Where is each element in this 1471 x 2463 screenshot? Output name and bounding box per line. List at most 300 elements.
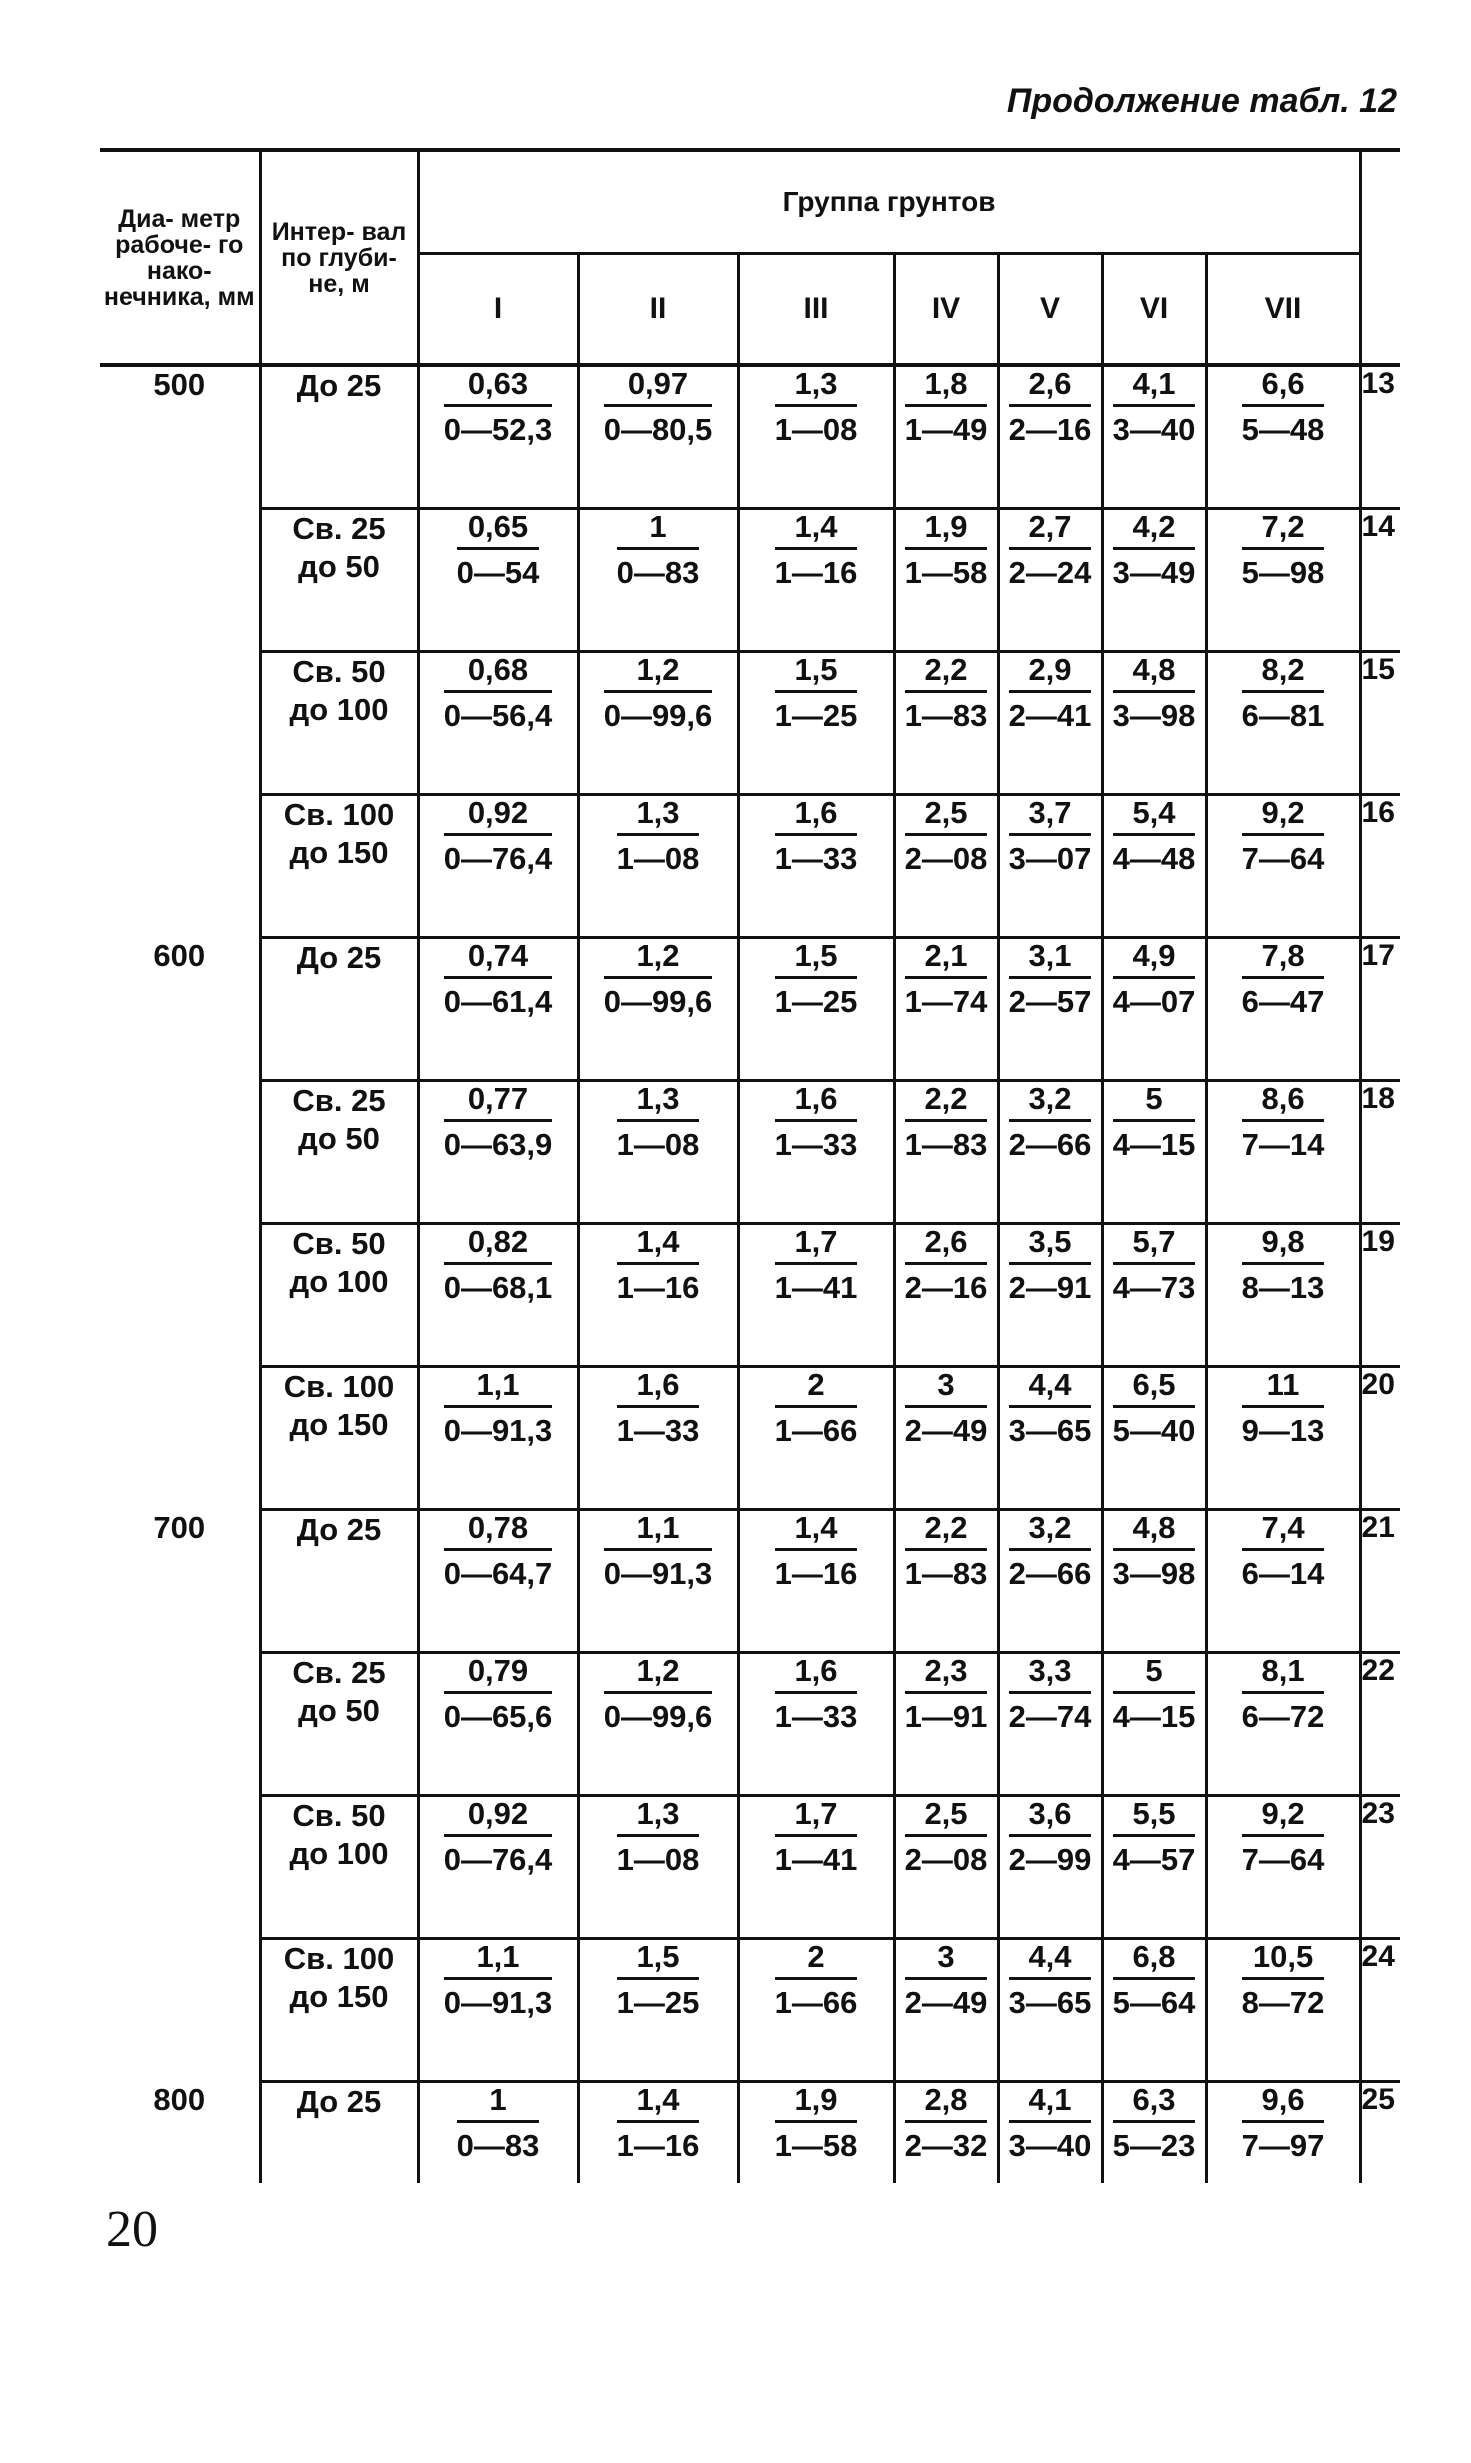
fraction-numerator: 0,65 [457, 510, 540, 550]
value-cell [998, 1224, 1102, 1367]
value-cell [894, 2082, 998, 2184]
fraction [1242, 1511, 1325, 1591]
fraction-denominator: 0—83 [616, 555, 700, 590]
value-cell [418, 1081, 578, 1224]
table-row [100, 1939, 1400, 2082]
fraction-denominator: 6—81 [1241, 698, 1325, 733]
fraction-denominator: 3—98 [1112, 1556, 1196, 1591]
value-cell [578, 652, 738, 795]
fraction [617, 1797, 700, 1877]
value-cell [1206, 365, 1360, 509]
fraction-numerator: 1,2 [604, 1654, 713, 1694]
value-cell [1102, 1367, 1206, 1510]
fraction-numerator: 2,5 [905, 1797, 988, 1837]
header-row-number-column [1360, 150, 1400, 365]
fraction-numerator: 5,5 [1113, 1797, 1196, 1837]
fraction [617, 796, 700, 876]
value-cell [418, 1224, 578, 1367]
value-cell [418, 1367, 578, 1510]
fraction-numerator: 0,68 [444, 653, 553, 693]
page-number: 20 [106, 2201, 158, 2258]
fraction [617, 2083, 700, 2163]
fraction [604, 939, 713, 1019]
header-group-i: I [418, 254, 578, 366]
fraction-denominator: 1—25 [774, 984, 858, 1019]
value-cell [998, 1653, 1102, 1796]
fraction [1242, 1082, 1325, 1162]
fraction-numerator: 1,1 [604, 1511, 713, 1551]
fraction-denominator: 3—07 [1008, 841, 1092, 876]
value-cell [418, 2082, 578, 2184]
fraction-numerator: 2 [775, 1368, 858, 1408]
value-cell [894, 365, 998, 509]
fraction-denominator: 3—65 [1008, 1413, 1092, 1448]
fraction-numerator: 6,5 [1113, 1368, 1196, 1408]
fraction [1242, 1225, 1325, 1305]
value-cell [578, 509, 738, 652]
fraction-numerator: 6,3 [1113, 2083, 1196, 2123]
fraction-denominator: 2—41 [1008, 698, 1092, 733]
fraction [905, 1511, 988, 1591]
fraction-numerator: 2,5 [905, 796, 988, 836]
table-row [100, 1510, 1400, 1653]
value-cell [1206, 652, 1360, 795]
row-number: 17 [1360, 938, 1400, 1081]
fraction [1009, 1368, 1092, 1448]
interval-line: Св. 50 [292, 1226, 386, 1261]
fraction [1009, 1082, 1092, 1162]
fraction-numerator: 4,1 [1113, 367, 1196, 407]
value-cell [578, 1510, 738, 1653]
fraction-numerator: 1,6 [775, 796, 858, 836]
fraction [444, 939, 553, 1019]
soil-group-table [100, 148, 1400, 2183]
fraction-numerator: 5 [1113, 1082, 1196, 1122]
fraction [1009, 1940, 1092, 2020]
interval-line: до 150 [289, 1407, 389, 1442]
interval-line: до 150 [289, 835, 389, 870]
fraction-denominator: 2—32 [904, 2128, 988, 2163]
fraction-numerator: 4,2 [1113, 510, 1196, 550]
value-cell [418, 1796, 578, 1939]
fraction-numerator: 4,8 [1113, 653, 1196, 693]
table-row [100, 365, 1400, 509]
fraction-numerator: 1,1 [444, 1940, 553, 1980]
fraction-numerator: 3,7 [1009, 796, 1092, 836]
fraction [1242, 1368, 1325, 1448]
value-cell [578, 938, 738, 1081]
fraction-numerator: 1,4 [617, 2083, 700, 2123]
fraction-denominator: 1—25 [774, 698, 858, 733]
table-continuation-label: Продолжение табл. 12 [1006, 82, 1397, 120]
fraction [775, 939, 858, 1019]
fraction [905, 1940, 988, 2020]
fraction [775, 1082, 858, 1162]
value-cell [1102, 2082, 1206, 2184]
interval-line: до 50 [298, 1693, 380, 1728]
fraction-denominator: 1—49 [904, 412, 988, 447]
fraction-denominator: 2—08 [904, 841, 988, 876]
row-number: 22 [1360, 1653, 1400, 1796]
fraction [905, 939, 988, 1019]
header-diameter: Диа- метр рабоче- го нако- нечника, мм [100, 150, 260, 365]
table-row [100, 1081, 1400, 1224]
fraction-numerator: 1,9 [905, 510, 988, 550]
fraction-numerator: 9,2 [1242, 1797, 1325, 1837]
value-cell [894, 938, 998, 1081]
value-cell [738, 1653, 894, 1796]
fraction [617, 1368, 700, 1448]
value-cell [578, 795, 738, 938]
fraction-numerator: 1,5 [617, 1940, 700, 1980]
value-cell [418, 1653, 578, 1796]
value-cell [998, 1081, 1102, 1224]
value-cell [738, 1224, 894, 1367]
fraction [1242, 939, 1325, 1019]
fraction-numerator: 9,8 [1242, 1225, 1325, 1265]
fraction-numerator: 3,1 [1009, 939, 1092, 979]
fraction-numerator: 4,1 [1009, 2083, 1092, 2123]
value-cell [738, 1081, 894, 1224]
header-group-v: V [998, 254, 1102, 366]
value-cell [998, 1939, 1102, 2082]
fraction [1113, 796, 1196, 876]
value-cell [418, 938, 578, 1081]
fraction-denominator: 0—99,6 [603, 984, 713, 1019]
fraction-denominator: 1—16 [774, 555, 858, 590]
interval-cell [260, 365, 418, 509]
value-cell [1206, 1653, 1360, 1796]
fraction-numerator: 0,97 [604, 367, 713, 407]
fraction-denominator: 8—72 [1241, 1985, 1325, 2020]
fraction-denominator: 4—57 [1112, 1842, 1196, 1877]
value-cell [1206, 938, 1360, 1081]
value-cell [1206, 1796, 1360, 1939]
value-cell [738, 795, 894, 938]
fraction-denominator: 0—56,4 [443, 698, 553, 733]
fraction [604, 1511, 713, 1591]
value-cell [998, 509, 1102, 652]
fraction-numerator: 0,82 [444, 1225, 553, 1265]
fraction-numerator: 1,4 [775, 1511, 858, 1551]
fraction-numerator: 2,2 [905, 1082, 988, 1122]
fraction-denominator: 1—58 [774, 2128, 858, 2163]
fraction-numerator: 1,8 [905, 367, 988, 407]
fraction-denominator: 8—13 [1241, 1270, 1325, 1305]
fraction [1009, 367, 1092, 447]
fraction [905, 1082, 988, 1162]
fraction-numerator: 2,6 [905, 1225, 988, 1265]
interval-cell [260, 1510, 418, 1653]
interval-line: Св. 50 [292, 1798, 386, 1833]
fraction-numerator: 2,8 [905, 2083, 988, 2123]
fraction [775, 2083, 858, 2163]
row-number: 21 [1360, 1510, 1400, 1653]
fraction-numerator: 7,4 [1242, 1511, 1325, 1551]
fraction [775, 510, 858, 590]
interval-line: до 50 [298, 549, 380, 584]
value-cell [1206, 1510, 1360, 1653]
value-cell [578, 1796, 738, 1939]
fraction-numerator: 4,4 [1009, 1368, 1092, 1408]
fraction [1009, 653, 1092, 733]
fraction-denominator: 1—33 [616, 1413, 700, 1448]
value-cell [578, 1367, 738, 1510]
fraction-denominator: 3—98 [1112, 698, 1196, 733]
fraction [1242, 653, 1325, 733]
fraction-numerator: 7,8 [1242, 939, 1325, 979]
fraction [775, 367, 858, 447]
interval-cell [260, 938, 418, 1081]
fraction [905, 1654, 988, 1734]
fraction-numerator: 2,2 [905, 1511, 988, 1551]
value-cell [578, 1939, 738, 2082]
fraction [1009, 1511, 1092, 1591]
fraction-denominator: 5—23 [1112, 2128, 1196, 2163]
value-cell [418, 1510, 578, 1653]
interval-line: Св. 25 [292, 511, 386, 546]
fraction [1113, 1368, 1196, 1448]
fraction-denominator: 4—07 [1112, 984, 1196, 1019]
fraction-denominator: 1—08 [616, 1842, 700, 1877]
fraction-numerator: 1,3 [617, 1082, 700, 1122]
header-soil-group: Группа грунтов [418, 150, 1360, 254]
fraction [1113, 367, 1196, 447]
fraction-denominator: 3—65 [1008, 1985, 1092, 2020]
fraction [1242, 2083, 1325, 2163]
fraction-numerator: 1,5 [775, 653, 858, 693]
value-cell [894, 1796, 998, 1939]
value-cell [738, 652, 894, 795]
interval-line: Св. 100 [283, 797, 395, 832]
fraction-numerator: 1,1 [444, 1368, 553, 1408]
fraction-numerator: 0,92 [444, 1797, 553, 1837]
value-cell [418, 365, 578, 509]
table-row [100, 1224, 1400, 1367]
fraction-numerator: 5 [1113, 1654, 1196, 1694]
fraction [457, 510, 540, 590]
fraction-denominator: 1—74 [904, 984, 988, 1019]
interval-line: До 25 [296, 368, 382, 403]
value-cell [894, 1367, 998, 1510]
fraction-denominator: 6—72 [1241, 1699, 1325, 1734]
fraction-denominator: 1—08 [616, 1127, 700, 1162]
fraction-numerator: 1,7 [775, 1225, 858, 1265]
table-row [100, 652, 1400, 795]
value-cell [1102, 509, 1206, 652]
fraction-numerator: 6,6 [1242, 367, 1325, 407]
fraction-denominator: 2—57 [1008, 984, 1092, 1019]
fraction-denominator: 2—91 [1008, 1270, 1092, 1305]
fraction [444, 1940, 553, 2020]
fraction [1113, 1940, 1196, 2020]
fraction-numerator: 1,6 [775, 1082, 858, 1122]
value-cell [1206, 1081, 1360, 1224]
fraction-denominator: 1—58 [904, 555, 988, 590]
header-group-iii: III [738, 254, 894, 366]
fraction [775, 1368, 858, 1448]
value-cell [1206, 2082, 1360, 2184]
fraction [1242, 1940, 1325, 2020]
fraction [444, 796, 553, 876]
table-row [100, 1367, 1400, 1510]
fraction-denominator: 1—83 [904, 1556, 988, 1591]
interval-line: Св. 100 [283, 1941, 395, 1976]
row-number: 18 [1360, 1081, 1400, 1224]
value-cell [738, 509, 894, 652]
fraction-denominator: 4—73 [1112, 1270, 1196, 1305]
fraction-denominator: 0—83 [456, 2128, 540, 2163]
fraction-denominator: 7—97 [1241, 2128, 1325, 2163]
value-cell [1206, 509, 1360, 652]
fraction-denominator: 0—91,3 [443, 1413, 553, 1448]
fraction-denominator: 4—48 [1112, 841, 1196, 876]
fraction-numerator: 4,8 [1113, 1511, 1196, 1551]
value-cell [998, 1796, 1102, 1939]
value-cell [998, 795, 1102, 938]
fraction-denominator: 2—49 [904, 1413, 988, 1448]
fraction-numerator: 10,5 [1242, 1940, 1325, 1980]
fraction-denominator: 0—65,6 [443, 1699, 553, 1734]
fraction [1113, 1654, 1196, 1734]
value-cell [998, 1510, 1102, 1653]
table-row [100, 2082, 1400, 2184]
fraction-denominator: 1—66 [774, 1985, 858, 2020]
fraction [1113, 1225, 1196, 1305]
value-cell [1102, 1653, 1206, 1796]
interval-line: до 50 [298, 1121, 380, 1156]
interval-line: До 25 [296, 940, 382, 975]
fraction-numerator: 1,4 [617, 1225, 700, 1265]
fraction-denominator: 0—91,3 [443, 1985, 553, 2020]
fraction-denominator: 2—66 [1008, 1127, 1092, 1162]
fraction-denominator: 1—08 [774, 412, 858, 447]
value-cell [894, 1653, 998, 1796]
fraction [444, 1797, 553, 1877]
fraction-numerator: 8,2 [1242, 653, 1325, 693]
value-cell [1102, 1510, 1206, 1653]
fraction-denominator: 0—80,5 [603, 412, 713, 447]
fraction [1242, 367, 1325, 447]
value-cell [578, 1224, 738, 1367]
fraction [444, 1368, 553, 1448]
header-group-ii: II [578, 254, 738, 366]
fraction-numerator: 2 [775, 1940, 858, 1980]
value-cell [894, 652, 998, 795]
fraction [617, 1225, 700, 1305]
fraction-denominator: 0—99,6 [603, 698, 713, 733]
value-cell [418, 1939, 578, 2082]
row-number: 15 [1360, 652, 1400, 795]
value-cell [1102, 1224, 1206, 1367]
value-cell [418, 795, 578, 938]
fraction [775, 1797, 858, 1877]
table-row [100, 1796, 1400, 1939]
fraction [1009, 1654, 1092, 1734]
fraction-denominator: 1—33 [774, 1699, 858, 1734]
fraction-numerator: 1,7 [775, 1797, 858, 1837]
fraction-denominator: 2—08 [904, 1842, 988, 1877]
value-cell [894, 509, 998, 652]
fraction [617, 510, 700, 590]
interval-cell [260, 795, 418, 938]
value-cell [1102, 938, 1206, 1081]
fraction-denominator: 0—76,4 [443, 841, 553, 876]
fraction-denominator: 5—48 [1241, 412, 1325, 447]
interval-line: Св. 50 [292, 654, 386, 689]
fraction-numerator: 0,74 [444, 939, 553, 979]
value-cell [998, 2082, 1102, 2184]
value-cell [1102, 365, 1206, 509]
fraction-numerator: 1 [617, 510, 700, 550]
fraction-numerator: 3,6 [1009, 1797, 1092, 1837]
interval-cell [260, 509, 418, 652]
fraction [1009, 2083, 1092, 2163]
fraction-denominator: 2—74 [1008, 1699, 1092, 1734]
fraction-numerator: 3 [905, 1368, 988, 1408]
value-cell [578, 365, 738, 509]
interval-line: до 150 [289, 1979, 389, 2014]
fraction-numerator: 8,1 [1242, 1654, 1325, 1694]
fraction-numerator: 1,3 [617, 1797, 700, 1837]
fraction [905, 1368, 988, 1448]
fraction [1113, 1511, 1196, 1591]
fraction-numerator: 2,2 [905, 653, 988, 693]
fraction-denominator: 1—16 [616, 2128, 700, 2163]
fraction-denominator: 4—15 [1112, 1127, 1196, 1162]
fraction [1113, 2083, 1196, 2163]
table-body [100, 365, 1400, 2183]
fraction-denominator: 2—24 [1008, 555, 1092, 590]
fraction-denominator: 2—16 [904, 1270, 988, 1305]
fraction [457, 2083, 540, 2163]
fraction-denominator: 1—83 [904, 1127, 988, 1162]
value-cell [1102, 1796, 1206, 1939]
diameter-cell: 700 [100, 1510, 260, 2082]
fraction [1242, 1797, 1325, 1877]
value-cell [738, 1796, 894, 1939]
fraction-numerator: 0,92 [444, 796, 553, 836]
interval-line: до 100 [289, 1264, 389, 1299]
fraction-denominator: 1—16 [616, 1270, 700, 1305]
value-cell [578, 1653, 738, 1796]
fraction-numerator: 4,9 [1113, 939, 1196, 979]
fraction-numerator: 2,6 [1009, 367, 1092, 407]
value-cell [998, 365, 1102, 509]
fraction-numerator: 1,6 [617, 1368, 700, 1408]
fraction-numerator: 2,3 [905, 1654, 988, 1694]
fraction [1242, 796, 1325, 876]
interval-cell [260, 1939, 418, 2082]
fraction-denominator: 0—91,3 [603, 1556, 713, 1591]
fraction [905, 367, 988, 447]
fraction [775, 796, 858, 876]
fraction-denominator: 0—52,3 [443, 412, 553, 447]
fraction [444, 653, 553, 733]
fraction-denominator: 1—08 [616, 841, 700, 876]
fraction-numerator: 2,9 [1009, 653, 1092, 693]
fraction [1113, 1797, 1196, 1877]
row-number: 16 [1360, 795, 1400, 938]
fraction-denominator: 0—63,9 [443, 1127, 553, 1162]
fraction-numerator: 5,7 [1113, 1225, 1196, 1265]
fraction-numerator: 5,4 [1113, 796, 1196, 836]
value-cell [894, 1224, 998, 1367]
fraction-denominator: 1—33 [774, 1127, 858, 1162]
fraction-denominator: 2—66 [1008, 1556, 1092, 1591]
fraction-denominator: 1—83 [904, 698, 988, 733]
value-cell [1206, 1939, 1360, 2082]
